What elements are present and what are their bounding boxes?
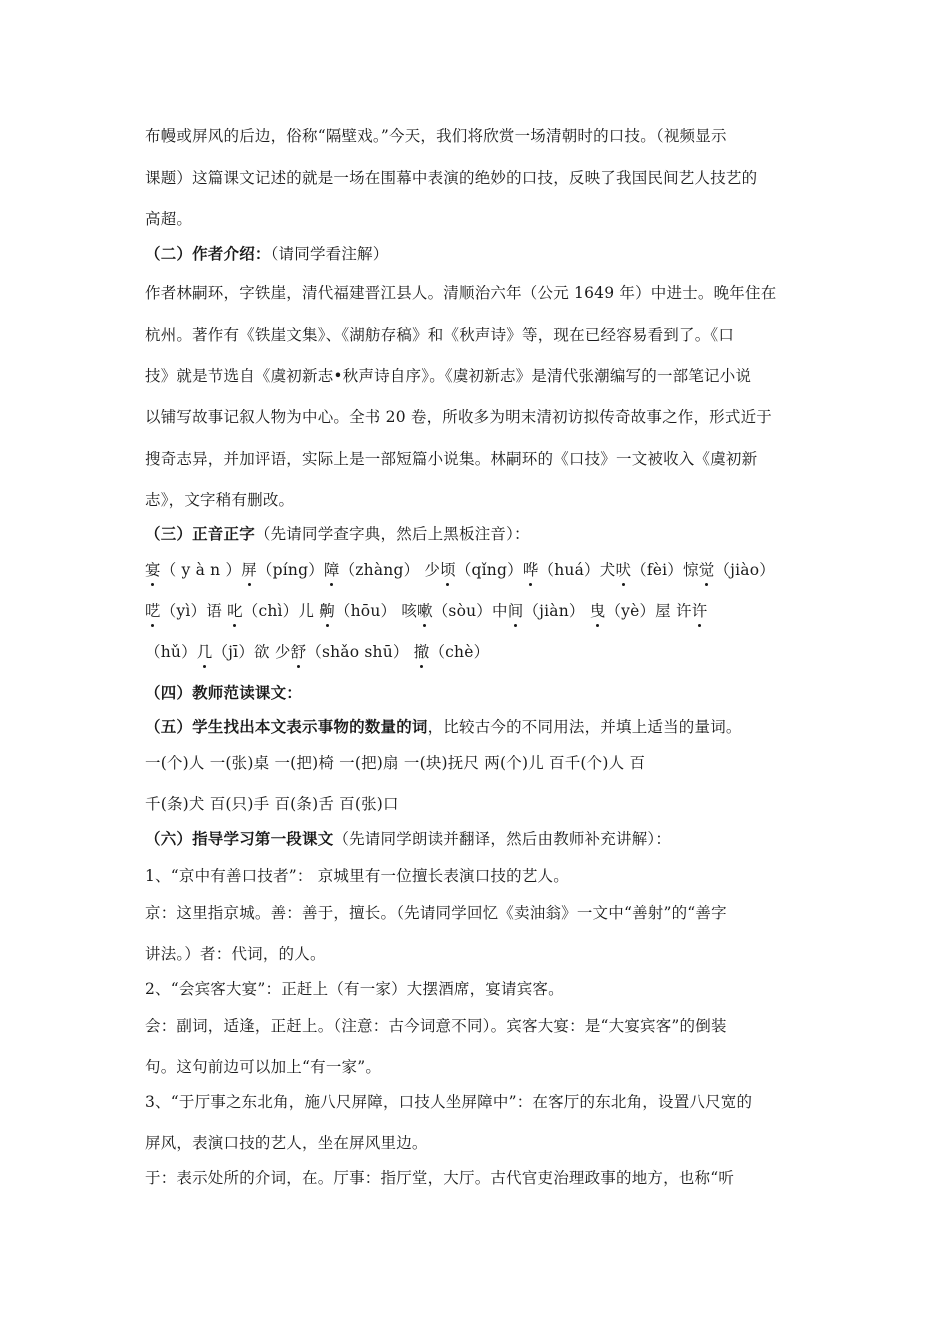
pinyin-text: （jiào） (714, 561, 775, 579)
section-heading: （五）学生找出本文表示事物的数量的词 (145, 717, 428, 736)
pinyin-text: （yì）语 (160, 602, 228, 620)
dotted-char: 叱 (227, 602, 243, 620)
study-line-9: 于：表示处所的介词，在。厅事：指厅堂，大厅。古代官吏治理政事的地方，也称“听 (145, 1169, 735, 1187)
section-note: ，比较古今的不同用法，并填上适当的量词。 (427, 718, 742, 736)
author-line-4: 以铺写故事记叙人物为中心。全书 20 卷，所收多为明末清初访拟传奇故事之作，形式近于 (145, 408, 772, 426)
section-note: （先请同学查字典，然后上黑板注音）： (254, 525, 530, 543)
author-line-2: 杭州。著作有《铁崖文集》、《湖舫存稿》和《秋声诗》等，现在已经容易看到了。《口 (145, 326, 735, 344)
pinyin-text: （jiàn） (523, 602, 590, 620)
pronunciation-row-1 (145, 560, 815, 580)
study-line-8: 屏风，表演口技的艺人，坐在屏风里边。 (145, 1134, 428, 1152)
section-heading: （二）作者介绍： (145, 244, 271, 263)
section-author-heading-line (145, 244, 815, 264)
section-reading-heading: （四）教师范读课文： (145, 683, 303, 702)
intro-line-3: 高超。 (145, 210, 193, 228)
dotted-char: 哗 (522, 561, 539, 579)
pinyin-text: （chì）儿 (242, 602, 320, 620)
section-quantity-heading-line (145, 717, 815, 737)
pinyin-text: （ y à n ） (160, 561, 242, 579)
pinyin-text: （fèi）惊 (631, 561, 699, 579)
pinyin-text: （píng） (256, 561, 324, 579)
study-line-3: 讲法。）者：代词，的人。 (145, 945, 326, 963)
intro-line-2: 课题）这篇课文记述的就是一场在围幕中表演的绝妙的口技，反映了我国民间艺人技艺的 (145, 169, 758, 187)
study-line-1: 1、“京中有善口技者”： 京城里有一位擅长表演口技的艺人。 (145, 867, 569, 885)
author-line-5: 搜奇志异，并加评语，实际上是一部短篇小说集。林嗣环的《口技》一文被收入《虞初新 (145, 450, 758, 468)
pinyin-text: （yè）屋 许 (605, 602, 692, 620)
pinyin-text: （hōu） 咳 (334, 602, 418, 620)
dotted-char: 几 (196, 643, 213, 661)
dotted-char: 呓 (145, 602, 161, 620)
dotted-char: 间 (507, 602, 524, 620)
dotted-char: 齁 (319, 602, 335, 620)
pinyin-text: （sòu）中 (432, 602, 508, 620)
section-study-heading-line (145, 829, 815, 849)
study-line-6: 句。这句前边可以加上“有一家”。 (145, 1058, 382, 1076)
dotted-char: 吠 (615, 561, 632, 579)
section-heading: （六）指导学习第一段课文 (145, 829, 334, 848)
dotted-char: 觉 (698, 561, 715, 579)
pinyin-text: （hǔ） (145, 643, 197, 661)
dotted-char: 许 (691, 602, 708, 620)
quantity-line-2: 千(条)犬 百(只)手 百(条)舌 百(张)口 (145, 795, 399, 813)
dotted-char: 舒 (290, 643, 307, 661)
intro-line-1: 布幔或屏风的后边，俗称“隔壁戏。”今天，我们将欣赏一场清朝时的口技。（视频显示 (145, 127, 727, 145)
author-line-1: 作者林嗣环，字铁崖，清代福建晋江县人。清顺治六年（公元 1649 年）中进士。晚年住在 (145, 284, 777, 302)
pinyin-text: （zhàng） 少 (339, 561, 441, 579)
study-line-2: 京：这里指京城。善：善于，擅长。（先请同学回忆《卖油翁》一文中“善射”的“善字 (145, 904, 727, 922)
pinyin-text: （chè） (429, 643, 490, 661)
dotted-char: 屏 (241, 561, 257, 579)
section-heading: （三）正音正字 (145, 524, 255, 543)
author-line-6: 志》，文字稍有删改。 (145, 491, 295, 509)
pinyin-text: （jī）欲 少 (212, 643, 291, 661)
study-line-4: 2、“会宾客大宴”：正赶上（有一家）大摆酒席，宴请宾客。 (145, 980, 564, 998)
study-line-5: 会：副词，适逢，正赶上。（注意：古今词意不同）。宾客大宴：是“大宴宾客”的倒装 (145, 1017, 727, 1035)
pronunciation-row-2 (145, 601, 815, 621)
pronunciation-row-3 (145, 642, 815, 662)
section-note: （先请同学朗读并翻译，然后由教师补充讲解）： (333, 830, 672, 848)
study-line-7: 3、“于厅事之东北角，施八尺屏障，口技人坐屏障中”：在客厅的东北角，设置八尺宽的 (145, 1093, 753, 1111)
dotted-char: 宴 (145, 561, 161, 579)
section-note: （请同学看注解） (270, 245, 389, 263)
pinyin-text: （qǐng） (455, 561, 523, 579)
dotted-char: 撤 (413, 643, 430, 661)
dotted-char: 曳 (589, 602, 606, 620)
dotted-char: 顷 (440, 561, 456, 579)
pinyin-text: （shǎo shū） (306, 643, 414, 661)
author-line-3: 技》就是节选自《虞初新志•秋声诗自序》。《虞初新志》是清代张潮编写的一部笔记小说 (145, 367, 752, 385)
dotted-char: 障 (323, 561, 340, 579)
quantity-line-1: 一(个)人 一(张)桌 一(把)椅 一(把)扇 一(块)抚尺 两(个)儿 百千(个)人 百 (145, 754, 646, 772)
dotted-char: 嗽 (417, 602, 433, 620)
pinyin-text: （huá）犬 (538, 561, 616, 579)
section-pronunciation-heading-line (145, 524, 815, 544)
